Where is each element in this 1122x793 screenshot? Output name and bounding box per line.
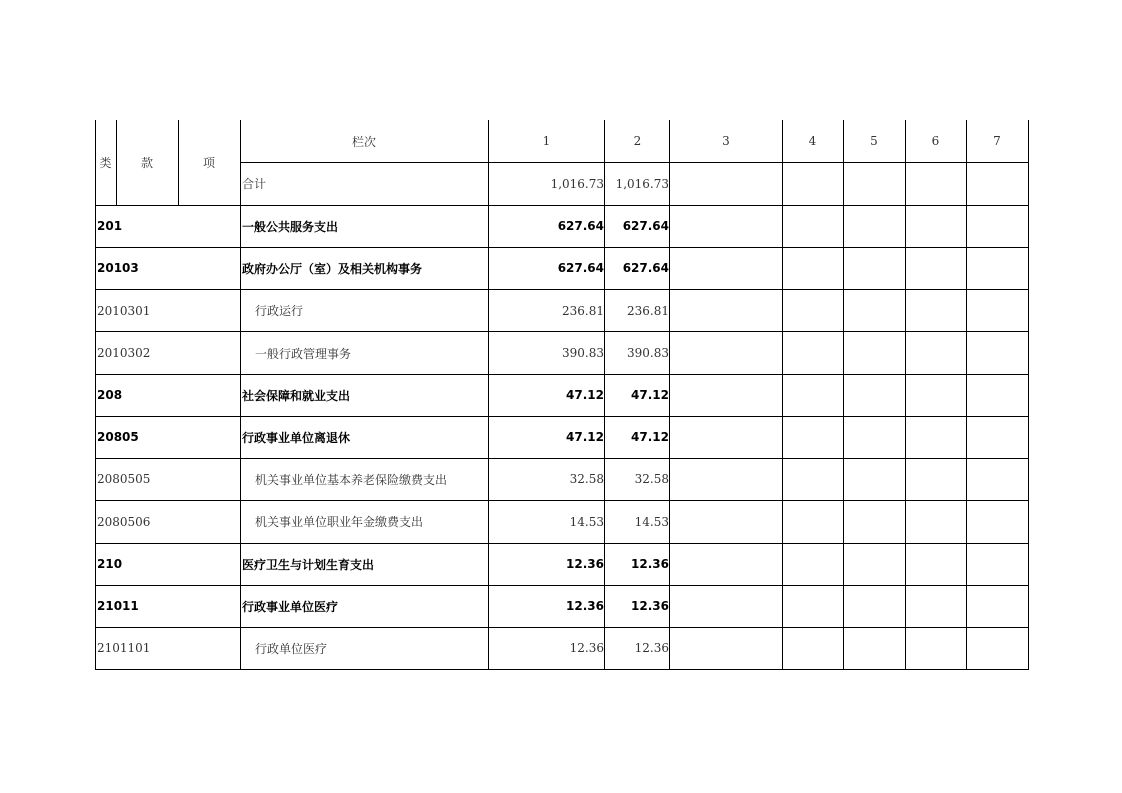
header-kuan: 款 [140,156,153,170]
col-6-header: 6 [931,134,940,148]
rule-h [95,585,1029,586]
col-5-header: 5 [870,134,878,148]
rule-h [95,543,1029,544]
row-value-1: 12.36 [569,641,604,655]
row-value-2: 12.36 [631,599,669,613]
rule-v [669,120,670,670]
row-value-2: 47.12 [631,388,669,402]
rule-v [843,120,844,670]
rule-v [1028,120,1029,670]
row-value-1: 236.81 [562,303,604,318]
rule-h [95,416,1029,417]
row-value-1: 12.36 [566,599,604,613]
rule-v [116,120,117,205]
rule-v [604,120,605,670]
rule-h [95,374,1029,375]
row-name: 政府办公厅（室）及相关机构事务 [242,261,423,276]
rule-h [95,500,1029,501]
row-name: 行政事业单位医疗 [242,599,339,614]
col-4-header: 4 [808,134,817,148]
row-name: 行政运行 [255,304,304,318]
row-value-2: 12.36 [634,641,669,655]
row-value-2: 390.83 [627,346,669,360]
row-value-2: 627.64 [622,261,669,275]
row-code: 208 [97,388,123,402]
row-name: 医疗卫生与计划生育支出 [242,557,375,572]
row-name: 行政事业单位离退休 [242,430,351,445]
row-name: 机关事业单位职业年金缴费支出 [255,515,424,529]
rule-h [95,458,1029,459]
col-7-header: 7 [993,134,1001,148]
row-code: 2010302 [97,346,151,360]
header-heji: 合计 [242,177,267,191]
row-value-1: 47.12 [566,430,604,444]
row-value-1: 32.58 [569,472,604,486]
rule-h [240,162,1029,163]
rule-h [95,627,1029,628]
row-value-1: 12.36 [566,557,604,571]
rule-h [95,247,1029,248]
rule-h [95,331,1029,332]
row-value-2: 32.58 [634,472,669,486]
row-value-1: 627.64 [557,261,604,275]
row-code: 20805 [97,430,139,444]
row-name: 社会保障和就业支出 [242,388,351,403]
rule-v [178,120,179,205]
rule-v [95,120,96,670]
row-code: 2101101 [97,641,151,655]
row-value-1: 627.64 [557,219,604,233]
col-1-header: 1 [542,134,551,148]
col-2-header: 2 [633,134,642,148]
total-col-1: 1,016.73 [550,176,604,191]
row-name: 行政单位医疗 [255,641,328,656]
row-code: 210 [97,557,123,571]
row-code: 2080505 [97,472,151,486]
row-code: 201 [97,219,123,233]
row-code: 21011 [97,599,139,613]
header-xiang: 项 [202,156,215,170]
row-code: 20103 [97,261,139,275]
rule-v [782,120,783,670]
row-name: 一般公共服务支出 [242,219,339,234]
row-name: 机关事业单位基本养老保险缴费支出 [255,472,448,487]
row-value-1: 14.53 [569,514,604,529]
row-value-2: 14.53 [634,514,669,529]
row-value-2: 47.12 [631,430,669,444]
header-lanci: 栏次 [351,134,376,149]
rule-v [966,120,967,670]
row-value-2: 627.64 [622,219,669,233]
row-code: 2080506 [97,514,151,529]
rule-h [95,669,1029,670]
row-code: 2010301 [97,303,151,318]
rule-v [488,120,489,670]
rule-v [240,120,241,670]
row-value-1: 390.83 [562,346,604,360]
header-lei: 类 [99,156,112,170]
row-name: 一般行政管理事务 [255,346,352,361]
rule-v [905,120,906,670]
row-value-2: 236.81 [627,303,669,318]
budget-table [95,120,1029,670]
rule-h [95,205,1029,206]
total-col-2: 1,016.73 [615,176,669,191]
col-3-header: 3 [722,134,730,148]
row-value-1: 47.12 [566,388,604,402]
row-value-2: 12.36 [631,557,669,571]
rule-h [95,289,1029,290]
